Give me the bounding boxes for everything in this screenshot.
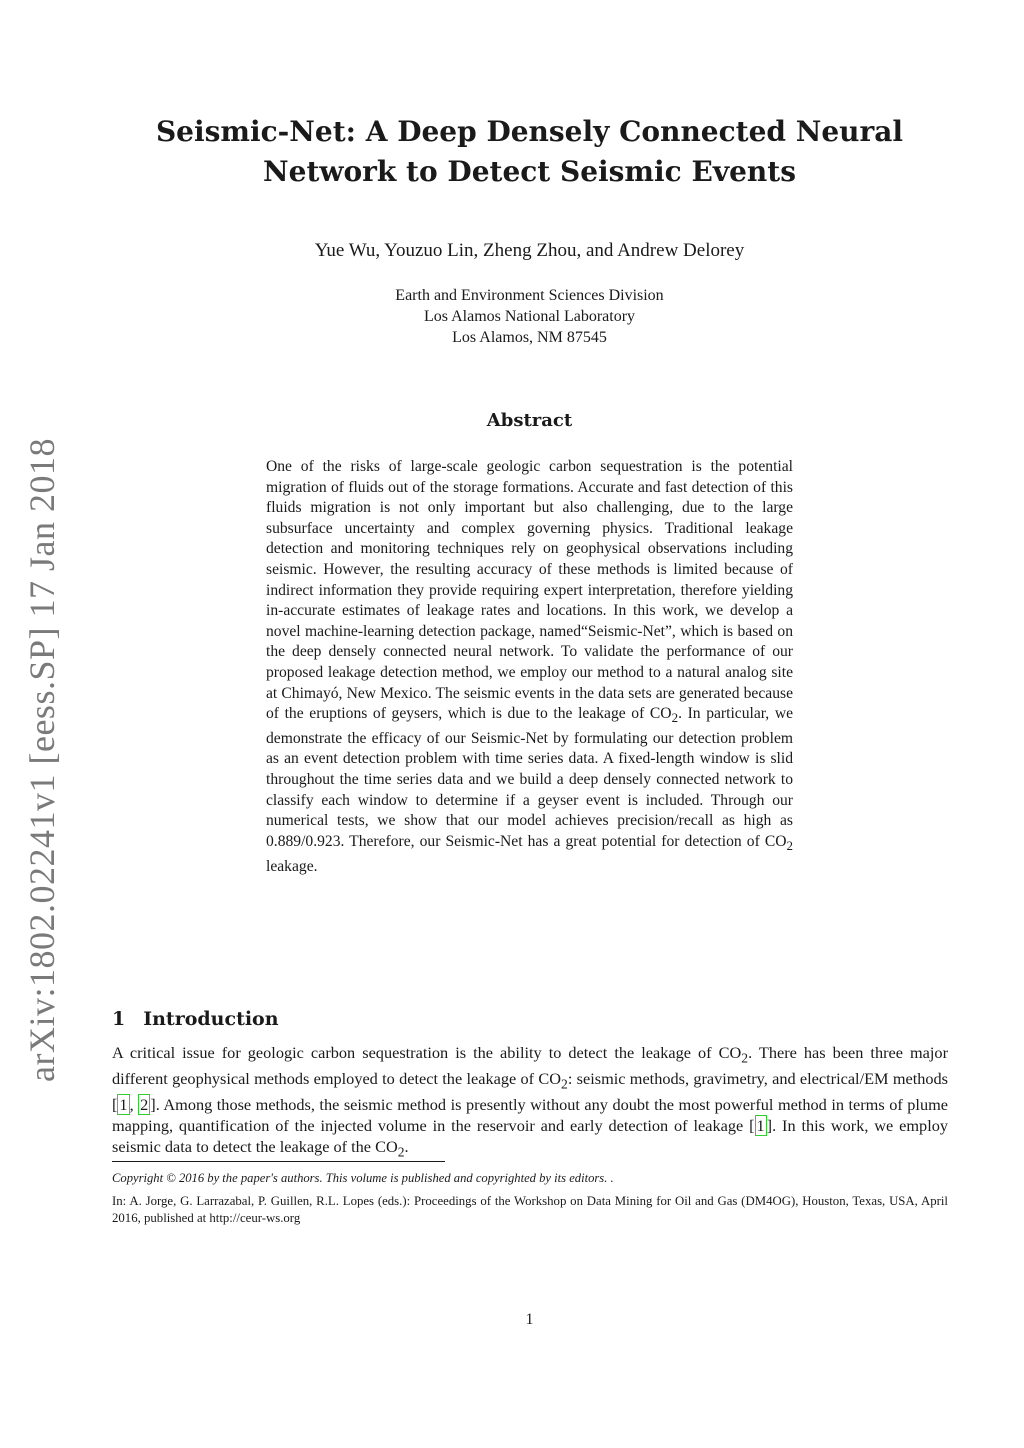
citation-link-1b[interactable]: 1 <box>756 1115 765 1135</box>
intro-subscript-1: 2 <box>741 1050 749 1066</box>
citation-separator: , <box>129 1095 139 1115</box>
affiliation-line-2: Los Alamos National Laboratory <box>423 308 636 325</box>
intro-subscript-3: 2 <box>397 1143 405 1159</box>
intro-part-1: A critical issue for geologic carbon sequestration is the ability to detect the leakage of CO <box>112 1043 742 1062</box>
affiliation-line-1: Earth and Environment Sciences Division <box>395 287 664 304</box>
abstract-part-1: One of the risks of large-scale geologic carbon sequestration is the potential migration of fluids out of the storage formations. Accurate and fast detection of this fluids migration is not only important but also challenging, due to the large subsurface uncertainty and complex governing physics. Traditional leakage detection and monitoring techniques rely on geophysical observations including seismic. However, the resulting accuracy of these methods is limited because of indirect information they provide requiring expert interpretation, therefore yielding in-accurate estimates of leakage rates and locations. In this work, we develop a novel machine-learning detection package, named“Seismic-Net”, which is based on the deep densely connected neural network. To validate the performance of our proposed leakage detection method, we employ our method to a natural analog site at Chimayó, New Mexico. The seismic events in the data sets are generated because of the eruptions of geysers, which is due to the leakage of CO <box>266 458 793 723</box>
title-line-1: Seismic-Net: A Deep Densely Connected Neural <box>155 115 904 148</box>
footnote-copyright: Copyright © 2016 by the paper's authors. This volume is published and copyrighted by its editors. . <box>112 1171 614 1185</box>
intro-subscript-2: 2 <box>561 1076 568 1092</box>
intro-part-6: . <box>404 1136 409 1156</box>
affiliation-line-3: Los Alamos, NM 87545 <box>452 329 607 346</box>
affiliation <box>112 285 947 348</box>
intro-part-3: : seismic methods, gravimetry, and electrical/EM methods <box>567 1069 948 1089</box>
abstract-heading: Abstract <box>486 410 573 431</box>
introduction-paragraph: A critical issue for geologic carbon sequestration is the ability to detect the leakage of $CO_2$. There has been three major different geophysical methods employed to detect the leakage of $CO_2$: seismic methods, gravimetry, and electrical/EM methods [ 1 , 2 ]. Among those methods, the seismic method is presently without any doubt the most powerful method in terms of plume mapping, quantification of the injected volume in the reservoir and early detection of leakage [ 1 ]. In this work, we employ seismic data to detect the leakage of the $CO_2$. <box>112 1043 948 1159</box>
arxiv-identifier: arXiv:1802.02241v1 [eess.SP] 17 Jan 2018 <box>22 438 62 1082</box>
intro-part-5: . In this work, we employ seismic data to detect the leakage of the CO <box>112 1115 948 1156</box>
abstract-part-2: . In particular, we demonstrate the efficacy of our Seismic-Net by formulating our detection problem as an event detection problem with time series data. A fixed-length window is slid throughout the time series data and we build a deep densely connected network to classify each window to determine if a geyser event is included. Through our numerical tests, we show that our model achieves precision/recall as high as 0.889/0.923. Therefore, our Seismic-Net has a great potential for detection of CO <box>266 705 794 850</box>
footnote-proceedings: In: A. Jorge, G. Larrazabal, P. Guillen, R.L. Lopes (eds.): Proceedings of the Workshop on Data Mining for Oil and Gas (DM4OG), Houston, Texas, USA, April 2016, published at http://ceur-ws.org <box>112 1194 948 1225</box>
paper-title <box>112 112 947 192</box>
section-number: 1 <box>112 1008 126 1030</box>
footnote-divider <box>112 1161 445 1162</box>
intro-part-4: . Among those methods, the seismic method is presently without any doubt the most powerful method in terms of plume mapping, quantification of the injected volume in the reservoir and early detection of leakage <box>112 1095 948 1135</box>
section-heading-introduction <box>112 1008 279 1030</box>
abstract-subscript-1: 2 <box>671 710 679 726</box>
abstract-part-3: leakage. <box>266 857 318 875</box>
citation-link-2[interactable]: 2 <box>140 1095 149 1115</box>
author-list: Yue Wu, Youzuo Lin, Zheng Zhou, and Andrew Delorey <box>314 240 745 261</box>
section-title: Introduction <box>143 1008 279 1030</box>
abstract-text <box>266 457 793 877</box>
intro-part-2: . There has been three major different geophysical methods employed to detect the leakage of CO <box>112 1043 948 1089</box>
title-line-2: Network to Detect Seismic Events <box>263 155 796 188</box>
abstract-subscript-2: 2 <box>786 837 793 853</box>
citation-link-1[interactable]: 1 <box>119 1095 128 1115</box>
page-number: 1 <box>525 1311 534 1328</box>
